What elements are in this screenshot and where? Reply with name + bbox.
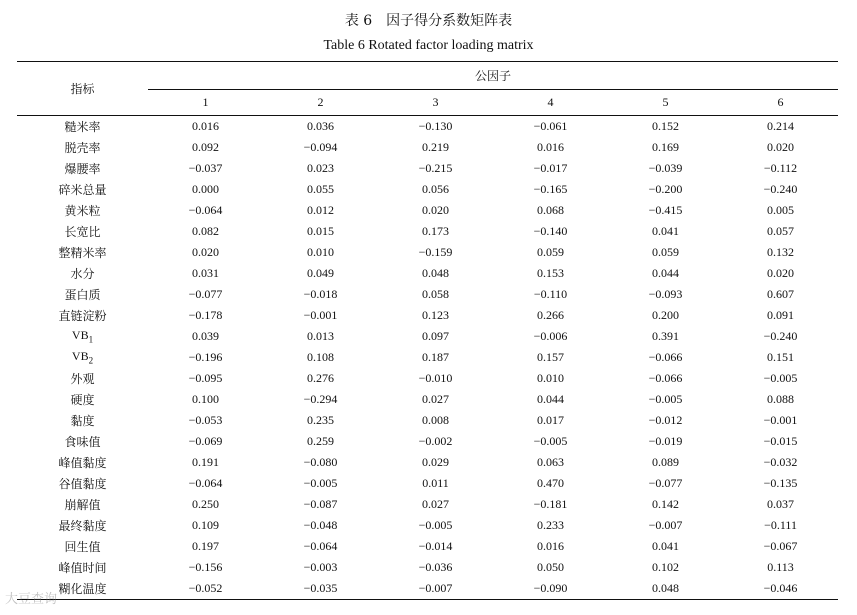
table-row — [17, 410, 838, 431]
row-label: 糙米率 — [64, 120, 101, 134]
table-row — [17, 578, 838, 600]
loading-cell: −0.093 — [648, 287, 683, 301]
loading-cell: 0.010 — [537, 371, 564, 385]
loading-cell: 0.008 — [422, 413, 449, 427]
factor-loading-table — [17, 61, 838, 600]
loading-cell: −0.005 — [648, 392, 683, 406]
row-label: 食味值 — [64, 435, 101, 449]
loading-cell: −0.006 — [533, 329, 568, 343]
table-row — [17, 536, 838, 557]
loading-cell: −0.039 — [648, 161, 683, 175]
loading-cell: −0.014 — [418, 539, 453, 553]
table-row — [17, 242, 838, 263]
loading-cell: −0.159 — [418, 245, 453, 259]
loading-cell: 0.200 — [652, 308, 679, 322]
loading-cell: 0.197 — [192, 539, 219, 553]
table-row — [17, 389, 838, 410]
loading-cell: −0.005 — [418, 518, 453, 532]
table-row — [17, 116, 838, 138]
loading-cell: 0.058 — [422, 287, 449, 301]
loading-cell: −0.181 — [533, 497, 568, 511]
loading-cell: −0.052 — [148, 578, 263, 600]
row-label: 黏度 — [70, 414, 95, 428]
loading-cell: 0.020 — [767, 266, 794, 280]
row-label: 糊化温度 — [17, 578, 148, 600]
loading-cell: −0.178 — [188, 308, 223, 322]
table-caption-en: Table 6 Rotated factor loading matrix — [323, 38, 534, 53]
loading-cell: −0.069 — [188, 434, 223, 448]
loading-cell: 0.157 — [537, 350, 564, 364]
loading-cell: 0.036 — [307, 119, 334, 133]
loading-cell: 0.044 — [652, 266, 679, 280]
column-header-1: 1 — [148, 90, 263, 116]
table-row — [17, 284, 838, 305]
loading-cell: 0.059 — [537, 245, 564, 259]
loading-cell: −0.415 — [648, 203, 683, 217]
loading-cell: −0.005 — [763, 371, 798, 385]
loading-cell: 0.027 — [422, 497, 449, 511]
table-row — [17, 137, 838, 158]
loading-cell: 0.153 — [537, 266, 564, 280]
loading-cell: 0.219 — [422, 140, 449, 154]
loading-cell: 0.056 — [422, 182, 449, 196]
loading-cell: 0.057 — [767, 224, 794, 238]
loading-cell: 0.016 — [537, 539, 564, 553]
column-header-2: 2 — [263, 90, 378, 116]
loading-cell: −0.007 — [378, 578, 493, 600]
loading-cell: 0.169 — [652, 140, 679, 154]
loading-cell: −0.066 — [648, 371, 683, 385]
loading-cell: 0.187 — [422, 350, 449, 364]
loading-cell: 0.191 — [192, 455, 219, 469]
row-label: 水分 — [70, 267, 95, 281]
table-row — [17, 179, 838, 200]
loading-cell: 0.259 — [307, 434, 334, 448]
row-label: 爆腰率 — [64, 162, 101, 176]
table-row — [17, 326, 838, 347]
loading-cell: −0.037 — [188, 161, 223, 175]
row-label: 蛋白质 — [64, 288, 101, 302]
table-row — [17, 473, 838, 494]
loading-cell: −0.215 — [418, 161, 453, 175]
row-label: 回生值 — [64, 540, 101, 554]
loading-cell: −0.110 — [533, 287, 568, 301]
loading-cell: −0.165 — [533, 182, 568, 196]
row-label: 碎米总量 — [58, 183, 107, 197]
loading-cell: 0.048 — [422, 266, 449, 280]
row-label: 最终黏度 — [58, 519, 107, 533]
table-row — [17, 557, 838, 578]
loading-cell: 0.048 — [608, 578, 723, 600]
loading-cell: −0.240 — [763, 329, 798, 343]
loading-cell: 0.391 — [652, 329, 679, 343]
loading-cell: 0.109 — [192, 518, 219, 532]
loading-cell: 0.041 — [652, 539, 679, 553]
loading-cell: 0.266 — [537, 308, 564, 322]
loading-cell: 0.059 — [652, 245, 679, 259]
loading-cell: −0.001 — [763, 413, 798, 427]
loading-cell: −0.140 — [533, 224, 568, 238]
loading-cell: 0.152 — [652, 119, 679, 133]
loading-cell: 0.097 — [422, 329, 449, 343]
loading-cell: 0.068 — [537, 203, 564, 217]
loading-cell: −0.090 — [493, 578, 608, 600]
loading-cell: −0.035 — [263, 578, 378, 600]
row-label: 长宽比 — [64, 225, 101, 239]
loading-cell: 0.037 — [767, 497, 794, 511]
loading-cell: −0.077 — [188, 287, 223, 301]
loading-cell: −0.064 — [188, 476, 223, 490]
loading-cell: −0.019 — [648, 434, 683, 448]
loading-cell: 0.027 — [422, 392, 449, 406]
loading-cell: −0.015 — [763, 434, 798, 448]
loading-cell: 0.235 — [307, 413, 334, 427]
column-header-5: 5 — [608, 90, 723, 116]
loading-cell: −0.061 — [533, 119, 568, 133]
loading-cell: 0.088 — [767, 392, 794, 406]
loading-cell: −0.095 — [188, 371, 223, 385]
loading-cell: −0.111 — [764, 518, 797, 532]
loading-cell: 0.102 — [652, 560, 679, 574]
loading-cell: 0.005 — [767, 203, 794, 217]
loading-cell: −0.002 — [418, 434, 453, 448]
column-header-3: 3 — [378, 90, 493, 116]
column-header-4: 4 — [493, 90, 608, 116]
loading-cell: 0.108 — [307, 350, 334, 364]
loading-cell: 0.050 — [537, 560, 564, 574]
loading-cell: −0.064 — [303, 539, 338, 553]
loading-cell: 0.020 — [192, 245, 219, 259]
row-label: 脱壳率 — [64, 141, 101, 155]
loading-cell: 0.607 — [767, 287, 794, 301]
loading-cell: −0.080 — [303, 455, 338, 469]
loading-cell: −0.003 — [303, 560, 338, 574]
table-row — [17, 452, 838, 473]
table-row — [17, 494, 838, 515]
loading-cell: −0.112 — [763, 161, 798, 175]
loading-cell: −0.077 — [648, 476, 683, 490]
loading-cell: 0.016 — [537, 140, 564, 154]
loading-cell: −0.130 — [418, 119, 453, 133]
loading-cell: 0.063 — [537, 455, 564, 469]
loading-cell: −0.018 — [303, 287, 338, 301]
row-label: 谷值黏度 — [58, 477, 107, 491]
row-label: 黄米粒 — [64, 204, 101, 218]
loading-cell: −0.032 — [763, 455, 798, 469]
table-row — [17, 263, 838, 284]
loading-cell: −0.036 — [418, 560, 453, 574]
loading-cell: 0.049 — [307, 266, 334, 280]
loading-cell: 0.276 — [307, 371, 334, 385]
loading-cell: 0.044 — [537, 392, 564, 406]
loading-cell: 0.039 — [192, 329, 219, 343]
loading-cell: 0.020 — [767, 140, 794, 154]
loading-cell: −0.001 — [303, 308, 338, 322]
loading-cell: −0.007 — [648, 518, 683, 532]
row-label: 峰值黏度 — [58, 456, 107, 470]
loading-cell: 0.013 — [307, 329, 334, 343]
loading-cell: 0.233 — [537, 518, 564, 532]
table-row — [17, 200, 838, 221]
loading-cell: −0.017 — [533, 161, 568, 175]
loading-cell: −0.005 — [533, 434, 568, 448]
loading-cell: 0.023 — [307, 161, 334, 175]
loading-cell: 0.214 — [767, 119, 794, 133]
loading-cell: 0.082 — [192, 224, 219, 238]
loading-cell: −0.048 — [303, 518, 338, 532]
column-header-6: 6 — [723, 90, 838, 116]
loading-cell: −0.005 — [303, 476, 338, 490]
loading-cell: −0.046 — [723, 578, 838, 600]
loading-cell: −0.196 — [188, 350, 223, 364]
loading-cell: −0.240 — [763, 182, 798, 196]
row-header: 指标 — [17, 62, 148, 116]
loading-cell: −0.067 — [763, 539, 798, 553]
loading-cell: 0.142 — [652, 497, 679, 511]
loading-cell: 0.470 — [537, 476, 564, 490]
loading-cell: −0.053 — [188, 413, 223, 427]
loading-cell: 0.000 — [192, 182, 219, 196]
loading-cell: 0.132 — [767, 245, 794, 259]
loading-cell: 0.151 — [767, 350, 794, 364]
loading-cell: −0.010 — [418, 371, 453, 385]
row-label: $VB_1$ — [71, 328, 94, 345]
loading-cell: 0.020 — [422, 203, 449, 217]
loading-cell: 0.100 — [192, 392, 219, 406]
table-row — [17, 431, 838, 452]
watermark-text: 大豆查询 — [5, 592, 58, 607]
row-label: $VB_2$ — [71, 349, 94, 366]
loading-cell: 0.015 — [307, 224, 334, 238]
table-row — [17, 158, 838, 179]
loading-cell: −0.094 — [303, 140, 338, 154]
loading-cell: −0.066 — [648, 350, 683, 364]
row-label: 直链淀粉 — [58, 309, 107, 323]
loading-cell: 0.017 — [537, 413, 564, 427]
loading-cell: 0.011 — [422, 476, 449, 490]
loading-cell: 0.091 — [767, 308, 794, 322]
loading-cell: 0.031 — [192, 266, 219, 280]
row-label: 崩解值 — [64, 498, 101, 512]
loading-cell: 0.016 — [192, 119, 219, 133]
table-row — [17, 221, 838, 242]
loading-cell: 0.113 — [767, 560, 794, 574]
loading-cell: −0.012 — [648, 413, 683, 427]
row-label: 整精米率 — [58, 246, 107, 260]
loading-cell: −0.135 — [763, 476, 798, 490]
row-label: 硬度 — [70, 393, 95, 407]
row-label: 峰值时间 — [58, 561, 107, 575]
loading-cell: 0.012 — [307, 203, 334, 217]
loading-cell: 0.055 — [307, 182, 334, 196]
loading-cell: 0.089 — [652, 455, 679, 469]
loading-cell: −0.156 — [188, 560, 223, 574]
table-row — [17, 347, 838, 368]
group-header: 公因子 — [148, 62, 838, 90]
loading-cell: 0.173 — [422, 224, 449, 238]
table-caption-cn: 表 6 因子得分系数矩阵表 — [344, 13, 513, 29]
loading-cell: −0.064 — [188, 203, 223, 217]
loading-cell: −0.087 — [303, 497, 338, 511]
loading-cell: 0.250 — [192, 497, 219, 511]
loading-cell: 0.010 — [307, 245, 334, 259]
table-row — [17, 515, 838, 536]
row-label: 外观 — [70, 372, 95, 386]
table-row — [17, 305, 838, 326]
table-row — [17, 368, 838, 389]
loading-cell: 0.029 — [422, 455, 449, 469]
loading-cell: 0.041 — [652, 224, 679, 238]
loading-cell: −0.294 — [303, 392, 338, 406]
loading-cell: 0.123 — [422, 308, 449, 322]
loading-cell: 0.092 — [192, 140, 219, 154]
loading-cell: −0.200 — [648, 182, 683, 196]
